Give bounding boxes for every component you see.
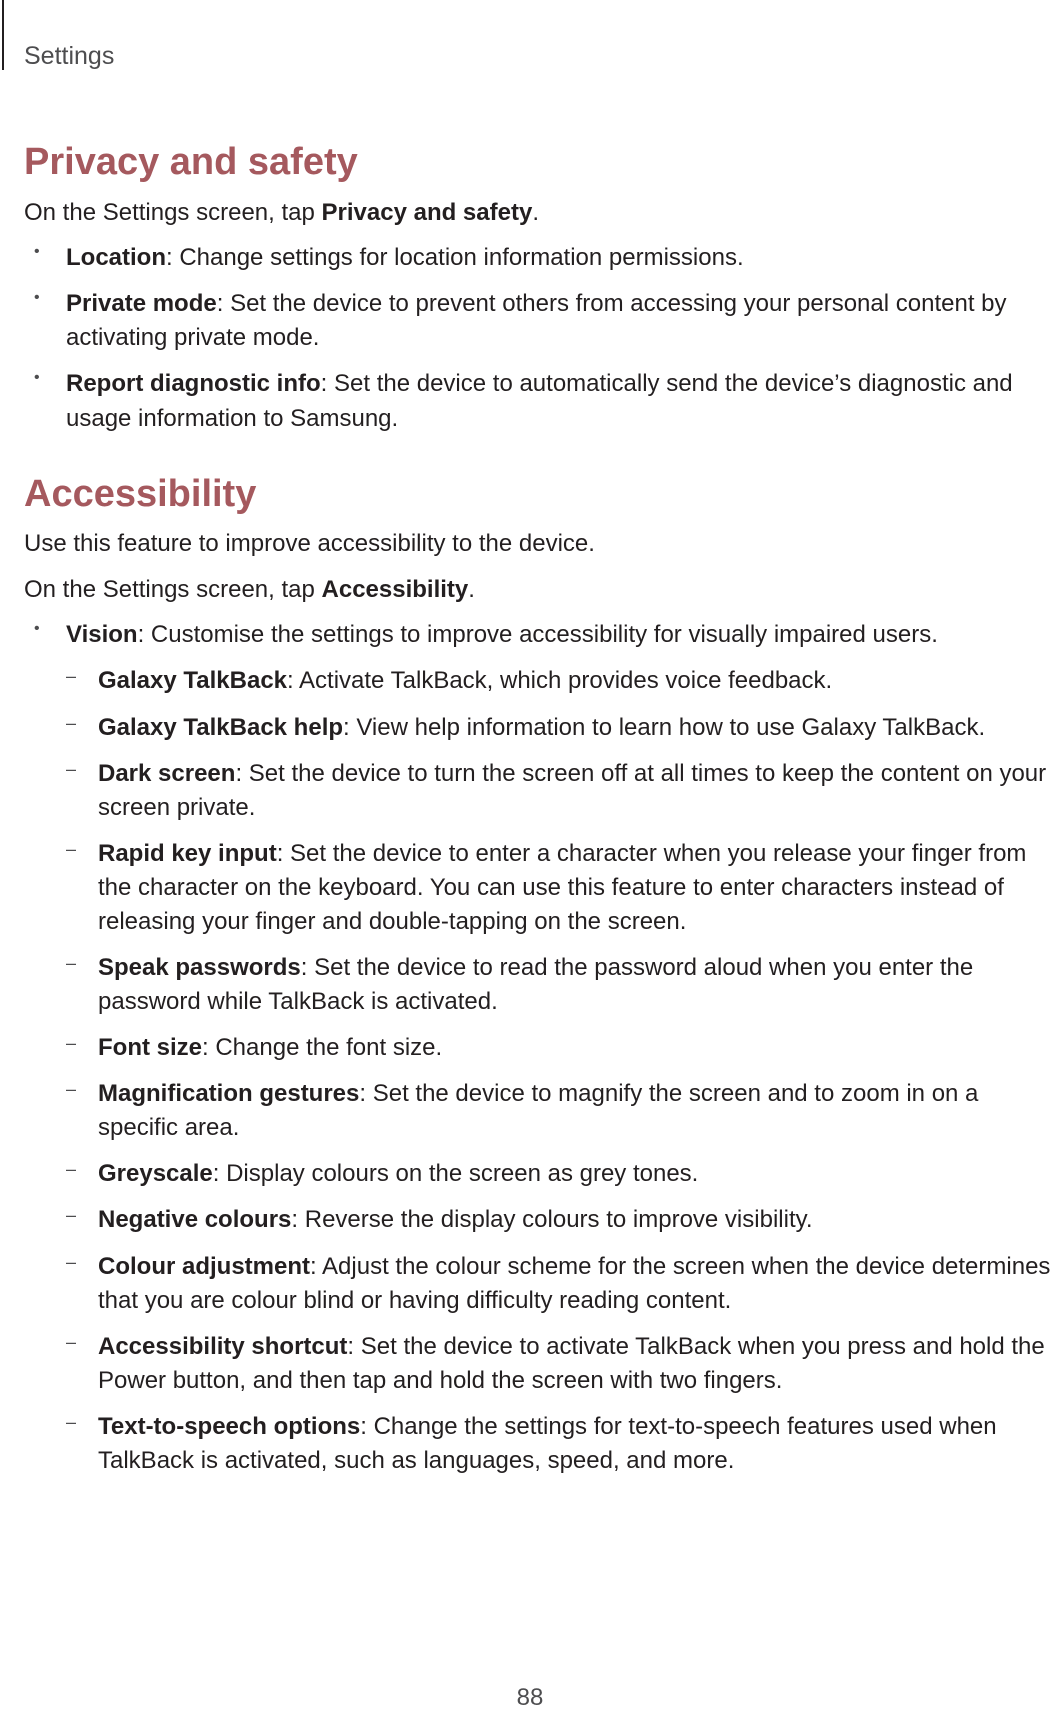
dash-icon: –	[66, 712, 77, 733]
list-item-vision: • Vision: Customise the settings to improve accessibility for visually impaired users. – Galaxy TalkBack: Activate TalkBack, which provides voice feedback. – Galaxy TalkBack help: View help information to learn how to use Galaxy TalkBack. – Dark screen: Set the device to turn the screen off at all times to keep the content on your screen private. – Rapid key input: Set the device to enter a character when you release your finger from the character on the keyboard. You can use this feature to enter characters instead of releasing your finger and double-tapping on the screen. – Speak passwords: Set the device to read the password aloud when you enter the password while TalkBack is activated. – Font size: Change the font size. – Magnification gestures: Set the device to magnify the screen and to zoom in on a specific area. – Greyscale: Display colours on the screen as grey tones. – Negative colours: Reverse the display colours to improve visibility. – Colour adjustment: Adjust the colour scheme for the screen when the device determines that you are colour blind or having difficulty reading content. – Accessibility shortcut: Set the device to activate TalkBack when you press and hold the Power button, and then tap and hold the screen with two fingers. – Text-to-speech options: Change the settings for text-to-speech features used when TalkBack is activated, such as languages, speed, and more.	[24, 618, 1060, 1478]
privacy-intro: On the Settings screen, tap Privacy and safety.	[24, 198, 539, 226]
vision-sub-list	[66, 664, 1060, 1478]
sub-list-item: – Text-to-speech options: Change the settings for text-to-speech features used when TalkBack is activated, such as languages, speed, and more.	[66, 1411, 997, 1474]
accessibility-description: Use this feature to improve accessibility to the device.	[24, 530, 595, 558]
list-item: • Report diagnostic info: Set the device to automatically send the device’s diagnostic and usage information to Samsung.	[34, 369, 1013, 432]
sub-list-item: – Negative colours: Reverse the display colours to improve visibility.	[66, 1205, 813, 1234]
sub-list-item: – Rapid key input: Set the device to enter a character when you release your finger from the character on the keyboard. You can use this feature to enter characters instead of releasing your finger and double-tapping on the screen.	[66, 838, 1027, 935]
dash-icon: –	[66, 666, 77, 687]
running-header: Settings	[24, 42, 115, 70]
dash-icon: –	[66, 1079, 77, 1100]
sub-list-item: – Accessibility shortcut: Set the device to activate TalkBack when you press and hold the Power button, and then tap and hold the screen with two fingers.	[66, 1331, 1045, 1394]
bullet-icon: •	[34, 243, 40, 261]
sub-list-item: – Greyscale: Display colours on the screen as grey tones.	[66, 1159, 699, 1188]
bullet-icon: •	[34, 620, 40, 638]
dash-icon: –	[66, 952, 77, 973]
sub-list-item: – Galaxy TalkBack help: View help information to learn how to use Galaxy TalkBack.	[66, 712, 986, 741]
sub-list-item: – Magnification gestures: Set the device to magnify the screen and to zoom in on a specific area.	[66, 1079, 979, 1142]
privacy-list	[24, 241, 1060, 435]
dash-icon: –	[66, 758, 77, 779]
sub-list-item: – Speak passwords: Set the device to read the password aloud when you enter the password while TalkBack is activated.	[66, 952, 974, 1016]
dash-icon: –	[66, 1251, 77, 1272]
dash-icon: –	[66, 1331, 77, 1352]
list-item: • Location: Change settings for location information permissions.	[34, 243, 744, 272]
accessibility-intro: On the Settings screen, tap Accessibility.	[24, 575, 475, 603]
dash-icon: –	[66, 1033, 77, 1054]
section-title-privacy: Privacy and safety	[24, 141, 358, 183]
page-number: 88	[516, 1684, 544, 1711]
sub-list-item: – Font size: Change the font size.	[66, 1033, 443, 1062]
accessibility-list	[24, 618, 1060, 1478]
dash-icon: –	[66, 838, 77, 859]
sub-list-item: – Galaxy TalkBack: Activate TalkBack, which provides voice feedback.	[66, 666, 833, 695]
dash-icon: –	[66, 1159, 77, 1180]
sub-list-item: – Dark screen: Set the device to turn the screen off at all times to keep the content on your screen private.	[66, 758, 1047, 821]
list-item: • Private mode: Set the device to prevent others from accessing your personal content by activating private mode.	[34, 289, 1007, 352]
section-title-accessibility: Accessibility	[24, 472, 257, 515]
bullet-icon: •	[34, 289, 40, 307]
sub-list-item: – Colour adjustment: Adjust the colour scheme for the screen when the device determines that you are colour blind or having difficulty reading content.	[66, 1251, 1051, 1314]
dash-icon: –	[66, 1411, 77, 1432]
bullet-icon: •	[34, 369, 40, 387]
dash-icon: –	[66, 1205, 77, 1226]
header-rule	[2, 0, 4, 70]
page-content	[24, 140, 1060, 1490]
